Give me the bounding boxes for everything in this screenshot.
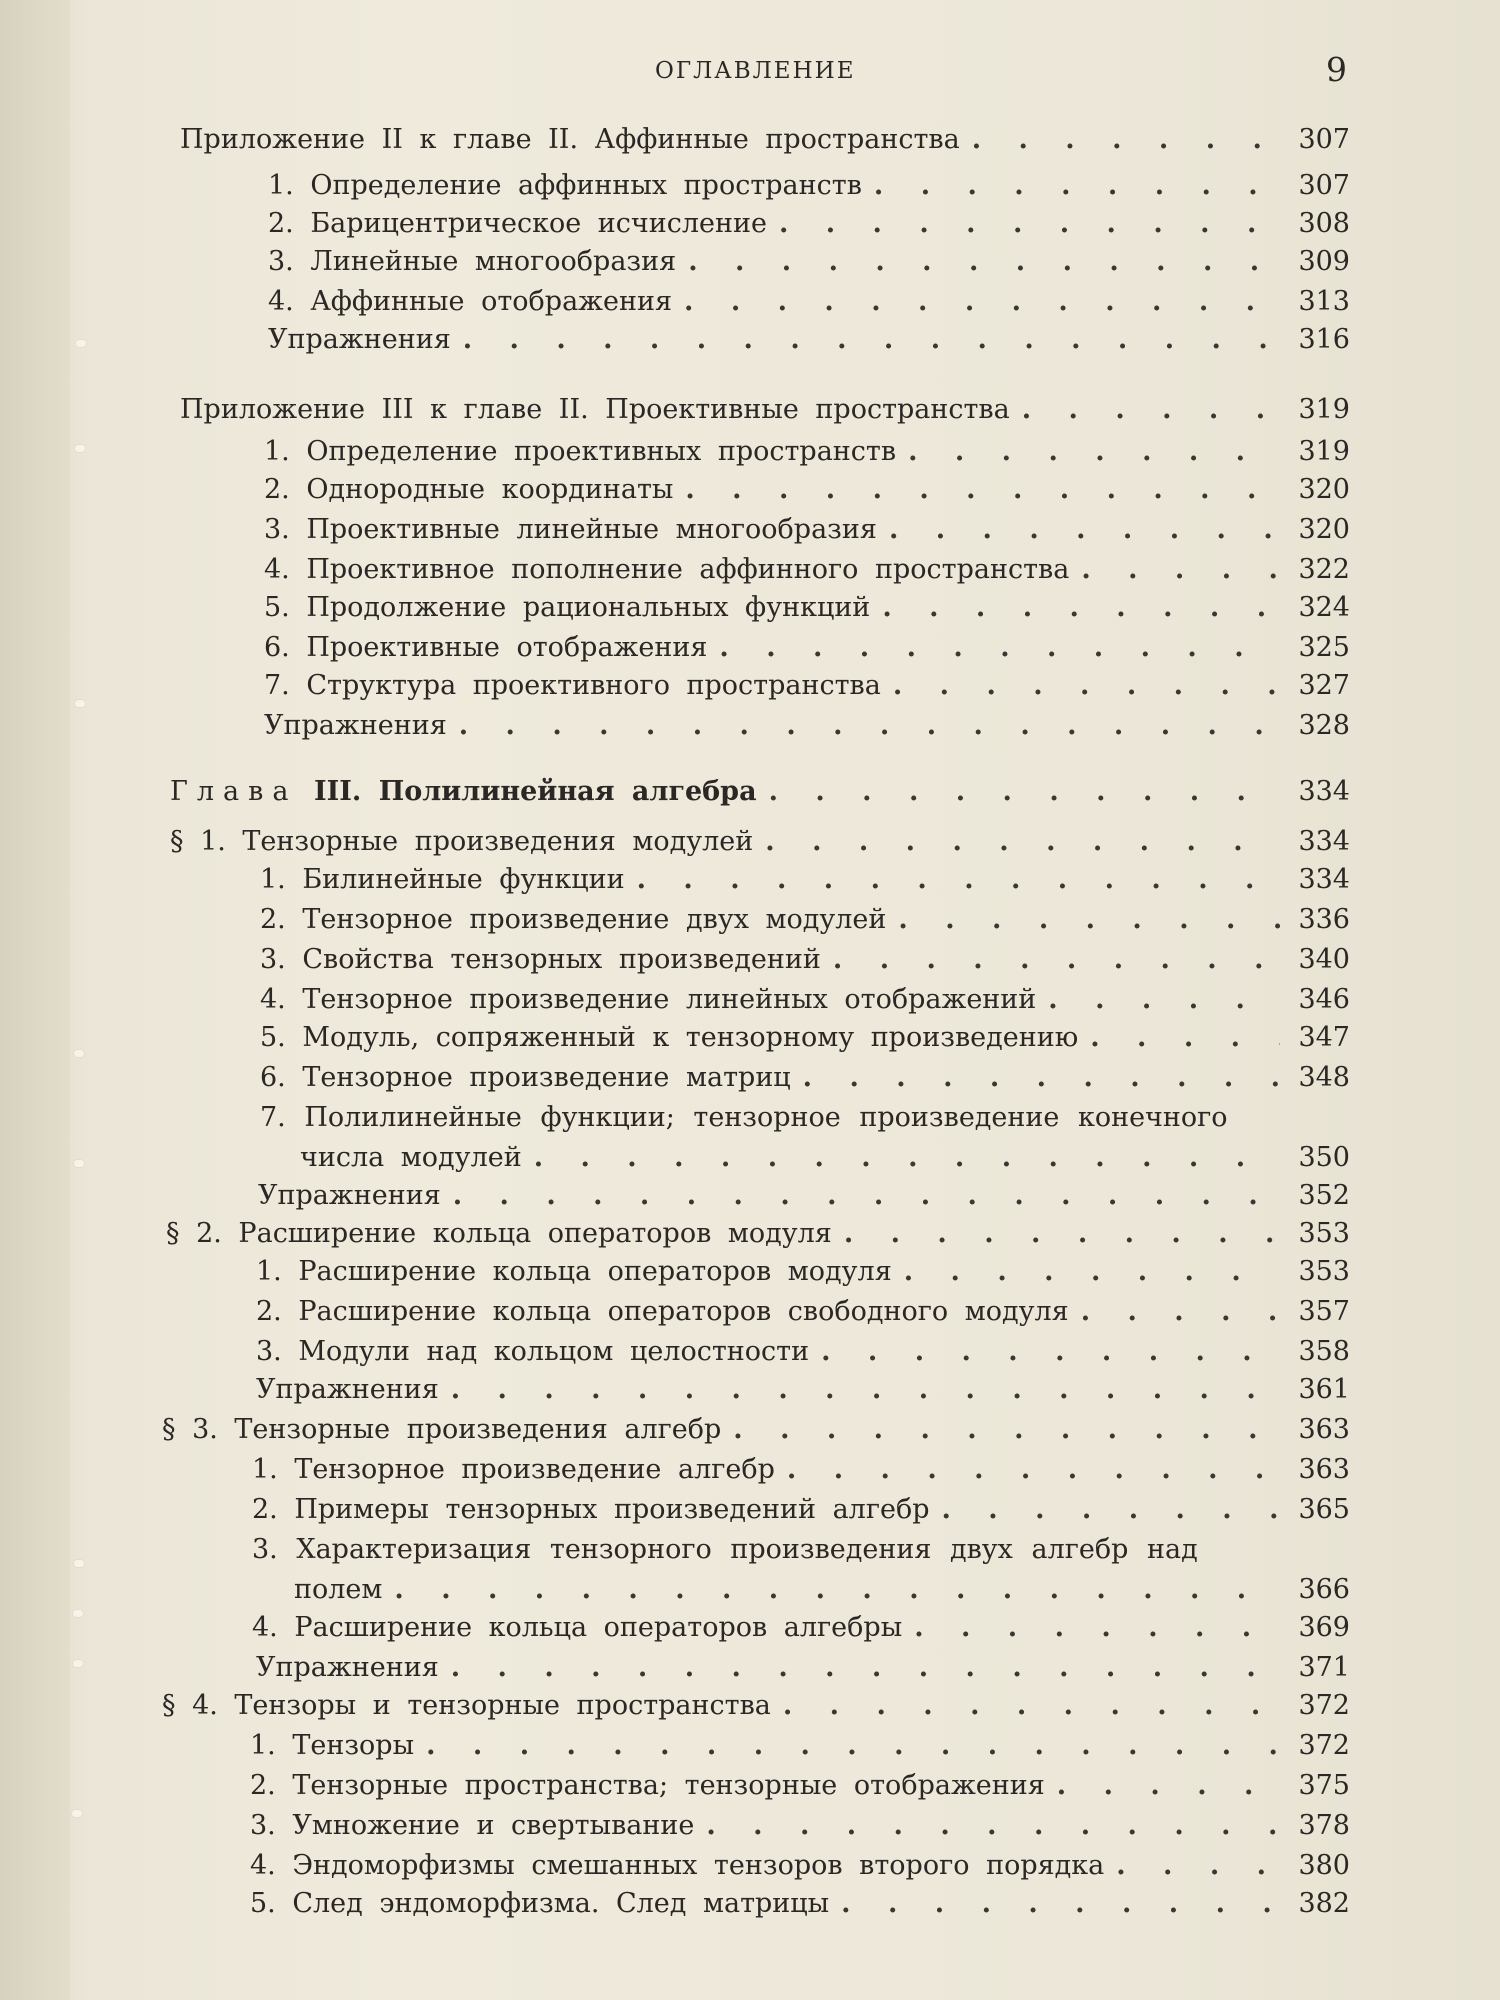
- toc-entry-section[interactable]: [264, 512, 1350, 548]
- toc-entry-section[interactable]: [260, 942, 1350, 978]
- leader-dots: [972, 122, 1280, 158]
- leader-dots: [685, 472, 1280, 508]
- toc-entry-section[interactable]: [252, 1452, 1350, 1488]
- toc-entry-appendix[interactable]: [180, 122, 1350, 158]
- leader-dots: [787, 1452, 1280, 1488]
- chapter-label: Глава: [170, 776, 298, 807]
- toc-entry-section[interactable]: [264, 434, 1350, 470]
- toc-entry-title: 2. Расширение кольца операторов свободного модуля: [256, 1296, 1069, 1327]
- toc-entry-section[interactable]: [268, 206, 1350, 242]
- toc-page-number: 357: [1298, 1296, 1350, 1327]
- toc-entry-section[interactable]: [260, 1020, 1350, 1056]
- toc-entry-title: 4. Проективное пополнение аффинного пространства: [264, 554, 1070, 585]
- toc-entry-section[interactable]: [252, 1492, 1350, 1528]
- toc-entry-title: 7. Полилинейные функции; тензорное произведение конечного: [260, 1102, 1228, 1133]
- leader-dots: [841, 1886, 1280, 1922]
- toc-page-number: 346: [1298, 984, 1350, 1015]
- leader-dots: [1090, 1020, 1280, 1056]
- toc-entry-section[interactable]: [250, 1848, 1350, 1884]
- toc-entry-title: 5. След эндоморфизма. След матрицы: [250, 1888, 830, 1919]
- toc-entry-title: Приложение III к главе II. Проективные пространства: [180, 394, 1010, 425]
- toc-entry-section[interactable]: [256, 1334, 1350, 1370]
- leader-dots: [882, 590, 1280, 626]
- toc-page-number: 358: [1298, 1336, 1350, 1367]
- leader-dots: [821, 1334, 1280, 1370]
- toc-entry-continuation[interactable]: [300, 1140, 1350, 1176]
- toc-entry-section[interactable]: [250, 1808, 1350, 1844]
- toc-entry-section[interactable]: [250, 1728, 1350, 1764]
- leader-dots: [459, 708, 1280, 744]
- toc-page-number: 363: [1298, 1454, 1350, 1485]
- toc-page-number: 380: [1298, 1850, 1350, 1881]
- leader-dots: [463, 322, 1280, 358]
- toc-entry-title: Упражнения: [256, 1374, 439, 1405]
- toc-page-number: 378: [1298, 1810, 1350, 1841]
- toc-page-number: 347: [1298, 1022, 1350, 1053]
- toc-entry-title: 4. Аффинные отображения: [268, 286, 673, 317]
- toc-entry-title: Упражнения: [258, 1180, 441, 1211]
- leader-dots: [803, 1060, 1280, 1096]
- toc-page-number: 375: [1298, 1770, 1350, 1801]
- toc-entry-section[interactable]: [264, 552, 1350, 588]
- toc-page-number: 319: [1298, 394, 1350, 425]
- leader-dots: [1116, 1848, 1280, 1884]
- chapter-title: III. Полилинейная алгебра: [314, 776, 757, 807]
- toc-entry-title: 7. Структура проективного пространства: [264, 670, 881, 701]
- toc-entry-title: Упражнения: [268, 324, 451, 355]
- toc-entry-title: числа модулей: [300, 1142, 522, 1173]
- toc-entry-title: 4. Эндоморфизмы смешанных тензоров второго порядка: [250, 1850, 1105, 1881]
- toc-page-number: 319: [1298, 436, 1350, 467]
- toc-entry-section[interactable]: [260, 902, 1350, 938]
- toc-entry-title: 2. Примеры тензорных произведений алгебр: [252, 1494, 930, 1525]
- toc-page-number: 353: [1298, 1218, 1350, 1249]
- leader-dots: [874, 168, 1280, 204]
- toc-entry-section[interactable]: [252, 1610, 1350, 1646]
- toc-page-number: 309: [1298, 246, 1350, 277]
- toc-entry-title: § 3. Тензорные произведения алгебр: [162, 1414, 722, 1445]
- toc-entry-section[interactable]: [260, 1100, 1350, 1136]
- toc-page-number: 372: [1298, 1730, 1350, 1761]
- leader-dots: [394, 1572, 1280, 1608]
- toc-entry-paragraph[interactable]: [162, 1688, 1350, 1724]
- toc-page-number: 361: [1298, 1374, 1350, 1405]
- leader-dots: [451, 1372, 1280, 1408]
- leader-dots: [914, 1610, 1280, 1646]
- toc-entry-section[interactable]: [260, 982, 1350, 1018]
- toc-entry-title: 5. Модуль, сопряженный к тензорному произведению: [260, 1022, 1079, 1053]
- toc-entry-appendix[interactable]: [180, 392, 1350, 428]
- leader-dots: [733, 1412, 1280, 1448]
- toc-entry-section[interactable]: [260, 862, 1350, 898]
- leader-dots: [688, 244, 1280, 280]
- toc-entry-paragraph[interactable]: [170, 824, 1350, 860]
- toc-page-number: 372: [1298, 1690, 1350, 1721]
- toc-entry-title: § 2. Расширение кольца операторов модуля: [166, 1218, 832, 1249]
- toc-page-number: 365: [1298, 1494, 1350, 1525]
- toc-page-number: 334: [1298, 864, 1350, 895]
- toc-page-number: 348: [1298, 1062, 1350, 1093]
- toc-page-number: 350: [1298, 1142, 1350, 1173]
- toc-page-number: 340: [1298, 944, 1350, 975]
- toc-page-number: 353: [1298, 1256, 1350, 1287]
- toc-page-number: 336: [1298, 904, 1350, 935]
- toc-entry-title: 4. Расширение кольца операторов алгебры: [252, 1612, 903, 1643]
- toc-entry-section[interactable]: [264, 590, 1350, 626]
- toc-page-number: 352: [1298, 1180, 1350, 1211]
- toc-entry-section[interactable]: [264, 668, 1350, 704]
- leader-dots: [893, 668, 1280, 704]
- toc-page-number: 324: [1298, 592, 1350, 623]
- toc-entry-exercises[interactable]: [256, 1650, 1350, 1686]
- toc-entry-paragraph[interactable]: [166, 1216, 1350, 1252]
- toc-page-number: 328: [1298, 710, 1350, 741]
- toc-entry-title: 1. Билинейные функции: [260, 864, 625, 895]
- toc-page-number: 320: [1298, 474, 1350, 505]
- leader-dots: [765, 824, 1280, 860]
- toc-entry-title: 6. Тензорное произведение матриц: [260, 1062, 791, 1093]
- leader-dots: [1081, 552, 1280, 588]
- toc-entry-title: § 1. Тензорные произведения модулей: [170, 826, 754, 857]
- leader-dots: [534, 1140, 1280, 1176]
- toc-page-number: 307: [1298, 170, 1350, 201]
- leader-dots: [453, 1178, 1280, 1214]
- toc-entry-title: § 4. Тензоры и тензорные пространства: [162, 1690, 771, 1721]
- toc-page-number: 308: [1298, 208, 1350, 239]
- toc-entry-section[interactable]: [256, 1254, 1350, 1290]
- leader-dots: [426, 1728, 1280, 1764]
- toc-entry-title: 1. Определение аффинных пространств: [268, 170, 862, 201]
- leader-dots: [451, 1650, 1280, 1686]
- toc-entry-exercises[interactable]: [258, 1178, 1350, 1214]
- leader-dots: [719, 630, 1280, 666]
- toc-page-number: 325: [1298, 632, 1350, 663]
- toc-entry-paragraph[interactable]: [162, 1412, 1350, 1448]
- toc-page-number: 307: [1298, 124, 1350, 155]
- toc-page-number: 327: [1298, 670, 1350, 701]
- toc-entry-chapter[interactable]: [170, 774, 1350, 810]
- toc-page-number: 366: [1298, 1574, 1350, 1605]
- toc-entry-title: Приложение II к главе II. Аффинные пространства: [180, 124, 960, 155]
- toc-entry-continuation[interactable]: [294, 1572, 1350, 1608]
- toc-entry-title: 3. Проективные линейные многообразия: [264, 514, 877, 545]
- toc-page-number: 320: [1298, 514, 1350, 545]
- toc-entry-title: 4. Тензорное произведение линейных отображений: [260, 984, 1037, 1015]
- toc-page-number: 371: [1298, 1652, 1350, 1683]
- toc-entry-title: Упражнения: [264, 710, 447, 741]
- toc-page-number: 322: [1298, 554, 1350, 585]
- toc-entry-exercises[interactable]: [268, 322, 1350, 358]
- toc-entry-exercises[interactable]: [264, 708, 1350, 744]
- toc-entry-section[interactable]: [252, 1532, 1350, 1568]
- toc-entry-title: 2. Однородные координаты: [264, 474, 674, 505]
- toc-entry-title: 3. Умножение и свертывание: [250, 1810, 695, 1841]
- running-title: ОГЛАВЛЕНИЕ: [655, 58, 856, 84]
- toc-entry-section[interactable]: [264, 472, 1350, 508]
- toc-entry-title: [170, 774, 757, 810]
- leader-dots: [1057, 1768, 1280, 1804]
- toc-entry-title: 5. Продолжение рациональных функций: [264, 592, 871, 623]
- toc-page-number: 313: [1298, 286, 1350, 317]
- toc-entry-section[interactable]: [264, 630, 1350, 666]
- toc-entry-title: 1. Тензорное произведение алгебр: [252, 1454, 775, 1485]
- page-number: 9: [1326, 50, 1347, 89]
- leader-dots: [898, 902, 1280, 938]
- toc-entry-title: 2. Тензорное произведение двух модулей: [260, 904, 887, 935]
- toc-entry-title: 2. Тензорные пространства; тензорные отображения: [250, 1770, 1045, 1801]
- leader-dots: [779, 206, 1280, 242]
- toc-entry-section[interactable]: [256, 1294, 1350, 1330]
- toc-page-number: 369: [1298, 1612, 1350, 1643]
- toc-entry-title: Упражнения: [256, 1652, 439, 1683]
- toc-entry-title: 2. Барицентрическое исчисление: [268, 208, 767, 239]
- toc-page-number: 334: [1298, 826, 1350, 857]
- leader-dots: [942, 1492, 1281, 1528]
- toc-entry-title: полем: [294, 1574, 383, 1605]
- leader-dots: [908, 434, 1280, 470]
- toc-entry-title: 3. Модули над кольцом целостности: [256, 1336, 810, 1367]
- toc-entry-title: 1. Расширение кольца операторов модуля: [256, 1256, 892, 1287]
- toc-entry-title: 3. Линейные многообразия: [268, 246, 677, 277]
- toc-entry-title: 1. Тензоры: [250, 1730, 415, 1761]
- toc-entry-section[interactable]: [268, 168, 1350, 204]
- leader-dots: [1022, 392, 1280, 428]
- leader-dots: [637, 862, 1280, 898]
- toc-entry-section[interactable]: [268, 284, 1350, 320]
- toc-entry-title: 3. Характеризация тензорного произведения двух алгебр над: [252, 1534, 1198, 1565]
- leader-dots: [684, 284, 1280, 320]
- toc-page-number: 334: [1298, 776, 1350, 807]
- toc-page-number: 363: [1298, 1414, 1350, 1445]
- toc-entry-section[interactable]: [250, 1768, 1350, 1804]
- toc-entry-section[interactable]: [250, 1886, 1350, 1922]
- leader-dots: [1081, 1294, 1280, 1330]
- toc-entry-exercises[interactable]: [256, 1372, 1350, 1408]
- leader-dots: [904, 1254, 1280, 1290]
- leader-dots: [833, 942, 1280, 978]
- toc-entry-title: 3. Свойства тензорных произведений: [260, 944, 821, 975]
- toc-entry-title: 6. Проективные отображения: [264, 632, 708, 663]
- toc-entry-title: 1. Определение проективных пространств: [264, 436, 897, 467]
- leader-dots: [1048, 982, 1280, 1018]
- leader-dots: [783, 1688, 1280, 1724]
- toc-entry-section[interactable]: [260, 1060, 1350, 1096]
- leader-dots: [769, 774, 1280, 810]
- toc-page-number: 316: [1298, 324, 1350, 355]
- toc-page-number: 382: [1298, 1888, 1350, 1919]
- leader-dots: [844, 1216, 1280, 1252]
- toc-entry-section[interactable]: [268, 244, 1350, 280]
- leader-dots: [889, 512, 1280, 548]
- leader-dots: [706, 1808, 1280, 1844]
